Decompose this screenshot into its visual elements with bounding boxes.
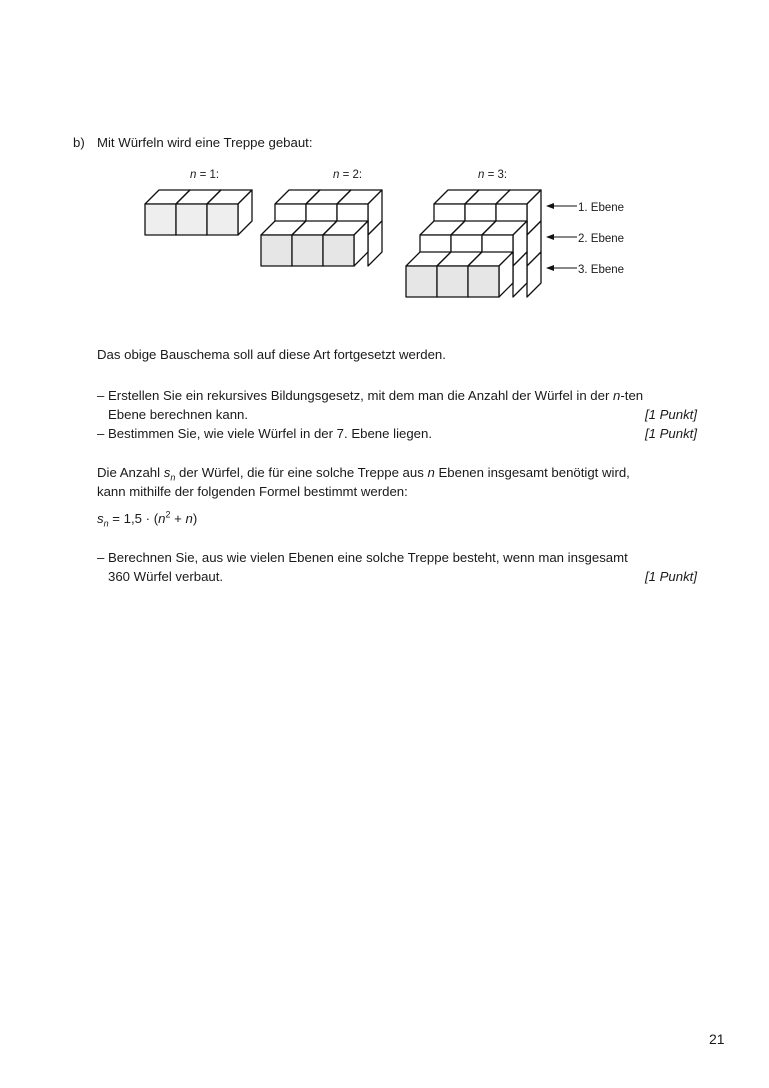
task-item-1-line2 xyxy=(97,405,697,424)
cube-front-face xyxy=(261,235,292,266)
cube-front-face xyxy=(437,266,468,297)
stair-cubes-figure xyxy=(140,186,640,326)
task-item-3 xyxy=(97,548,697,586)
points-label: [1 Punkt] xyxy=(644,407,697,422)
formula-part: = 1,5 · ( xyxy=(108,511,159,526)
task-item-3-line2 xyxy=(97,567,697,586)
cube-front-face xyxy=(468,266,499,297)
item-text: Ebene berechnen kann. xyxy=(108,407,249,422)
stair-label-n2 xyxy=(333,166,362,185)
s-variable: s xyxy=(163,465,171,480)
n-value: = 2: xyxy=(342,169,363,181)
n-variable: n xyxy=(333,169,340,181)
n-variable: n xyxy=(478,169,485,181)
task-intro: Mit Würfeln wird eine Treppe gebaut: xyxy=(97,135,313,150)
n-variable: n xyxy=(613,388,621,403)
task-part-label: b) xyxy=(73,135,85,150)
level-label-1: 1. Ebene xyxy=(578,202,625,214)
item-text: Erstellen Sie ein rekursives Bildungsgesetz, mit dem man die Anzahl der Würfel in der xyxy=(108,388,614,403)
n-variable: n xyxy=(427,465,435,480)
dash: – xyxy=(97,388,105,403)
dash: – xyxy=(97,426,105,441)
s-variable: s xyxy=(97,511,104,526)
n-variable: n xyxy=(185,511,193,526)
cube-front-face xyxy=(406,266,437,297)
formula-intro-line1 xyxy=(97,463,697,482)
intro-text: der Würfel, die für eine solche Treppe aus xyxy=(175,465,428,480)
n-subscript: n xyxy=(103,518,109,529)
stair-label-n1 xyxy=(190,166,219,185)
task-item-2-text xyxy=(97,424,432,443)
task-item-2 xyxy=(97,424,697,443)
level-arrows xyxy=(546,203,577,271)
cube-front-face xyxy=(323,235,354,266)
task-item-1-line1 xyxy=(97,386,697,405)
item-text: Berechnen Sie, aus wie vielen Ebenen eine solche Treppe besteht, wenn man insgesamt xyxy=(108,550,628,565)
exponent: 2 xyxy=(165,509,171,520)
item-text: Bestimmen Sie, wie viele Würfel in der 7. Ebene liegen. xyxy=(108,426,432,441)
page-number: 21 xyxy=(709,1031,725,1047)
n-variable: n xyxy=(190,169,197,181)
item-text: 360 Würfel verbaut. xyxy=(108,569,224,584)
formula-part: + xyxy=(170,511,186,526)
dash: – xyxy=(97,550,105,565)
level-label-2: 2. Ebene xyxy=(578,233,625,245)
task-item-1 xyxy=(97,386,697,424)
item-text: -ten xyxy=(620,388,644,403)
n-value: = 1: xyxy=(199,169,220,181)
intro-text: Ebenen insgesamt benötigt wird, xyxy=(434,465,630,480)
cube-stairs xyxy=(145,190,541,297)
formula-intro-line2: kann mithilfe der folgenden Formel bestimmt werden: xyxy=(97,484,408,499)
stair-label-n3 xyxy=(478,166,507,185)
n-value: = 3: xyxy=(487,169,508,181)
points-label: [1 Punkt] xyxy=(644,426,697,441)
cube-front-face xyxy=(207,204,238,235)
task-item-3-line1 xyxy=(97,548,697,567)
cube-front-face xyxy=(292,235,323,266)
cube-front-face xyxy=(145,204,176,235)
points-label: [1 Punkt] xyxy=(644,569,697,584)
continuation-text: Das obige Bauschema soll auf diese Art fortgesetzt werden. xyxy=(97,347,446,362)
intro-text: Die Anzahl xyxy=(97,465,164,480)
formula xyxy=(97,509,197,528)
level-label-3: 3. Ebene xyxy=(578,264,625,276)
n-variable: n xyxy=(158,511,166,526)
formula-intro xyxy=(97,463,697,501)
n-subscript: n xyxy=(170,472,176,483)
formula-part: ) xyxy=(192,511,198,526)
cube-front-face xyxy=(176,204,207,235)
